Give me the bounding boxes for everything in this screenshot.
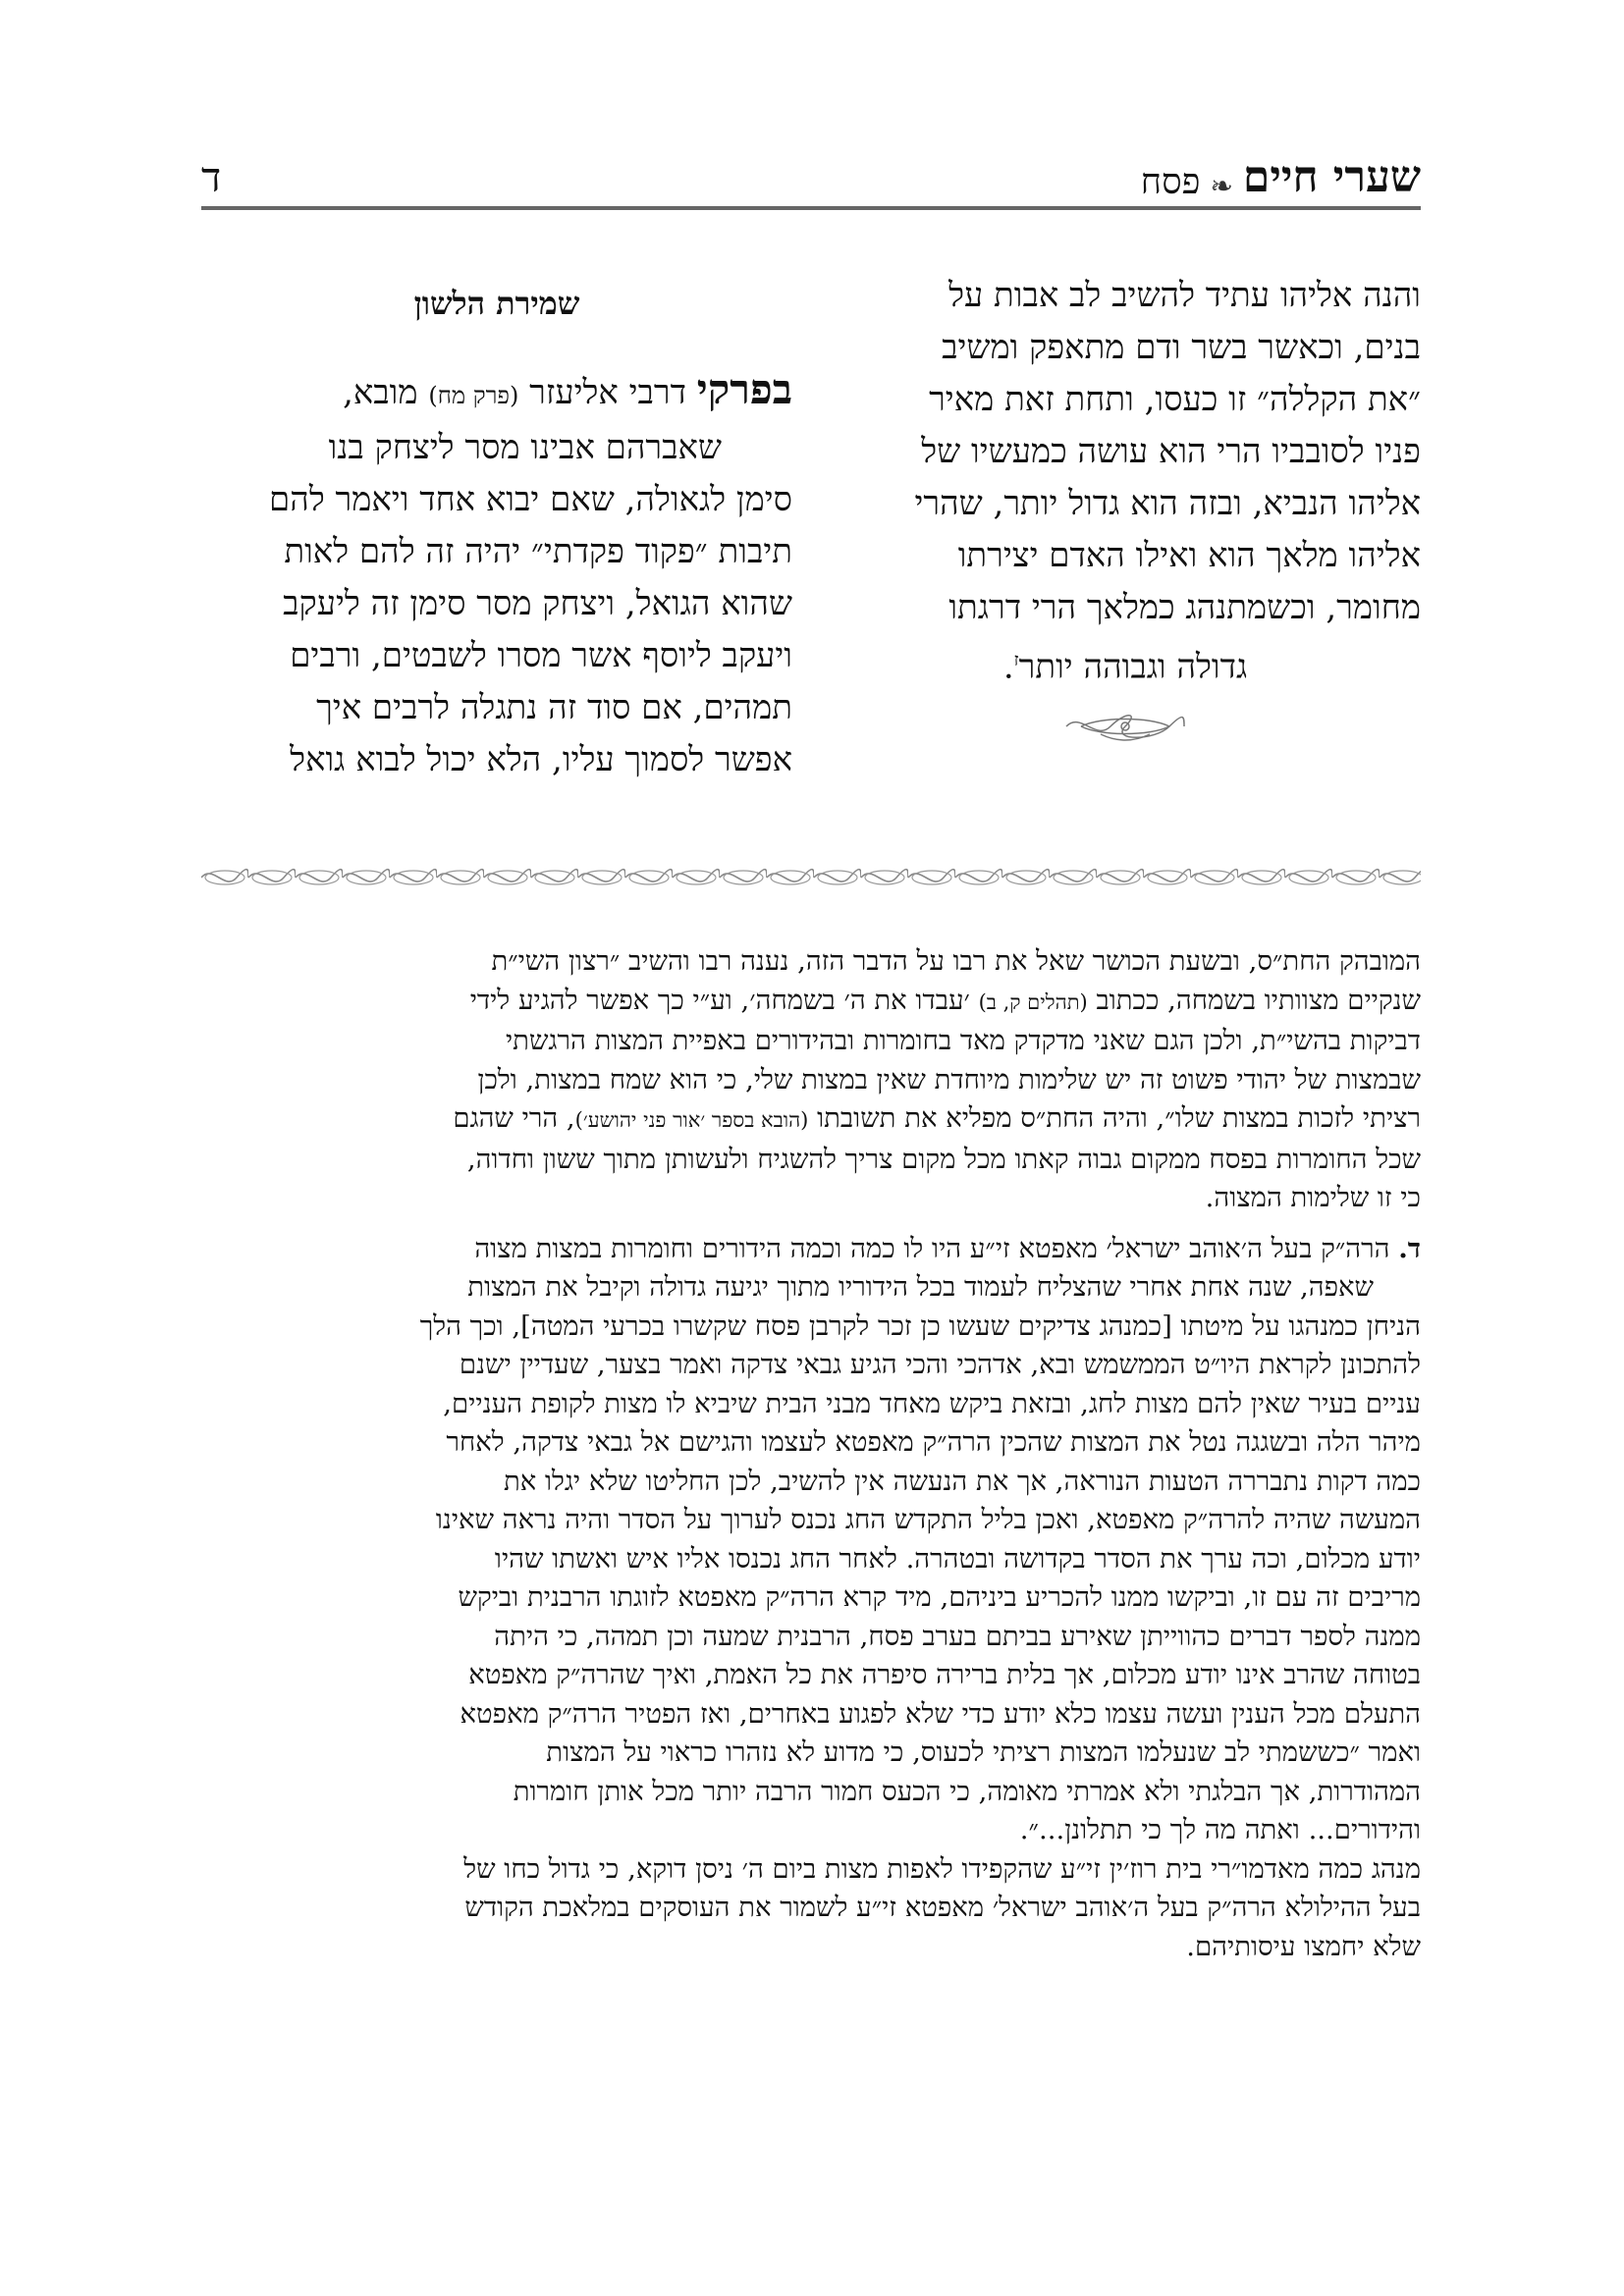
- left-column: [201, 270, 792, 786]
- source-reference: (תהלים ק, ב): [978, 989, 1088, 1014]
- closing-line-text: גדולה וגבוהה יותר: [1018, 647, 1248, 687]
- text-line: ואמר ״כששמתי לב שנעלמו המצות רציתי לכעוס, כי מדוע לא נזהרו כראוי על המצות: [546, 1736, 1421, 1768]
- text-line: אפשר לסמוך עליו, הלא יכול לבוא גואל: [290, 740, 792, 779]
- text-span: מובא,: [343, 373, 418, 412]
- text-line: אליהו מלאך הוא ואילו האדם יצירתו: [957, 536, 1421, 575]
- footnote-mark: ז: [1013, 650, 1019, 670]
- text-span: דרבי אליעזר: [529, 373, 686, 412]
- section-end-ornament-icon: [830, 707, 1421, 746]
- paragraph-marker: ד.: [1398, 1232, 1421, 1264]
- text-line: המובהק החת״ס, ובשעת הכושר שאל את רבו על הדבר הזה, נענה רבו והשיב ״רצון השי״ת: [491, 945, 1421, 977]
- text-line: מנהג כמה מאדמו״רי בית רוז׳ין זי״ע שהקפידו לאפות מצות ביום ה׳ ניסן דוקא, כי גדול כחו של: [463, 1852, 1421, 1885]
- text-line: בנים, וכאשר בשר ודם מתאפק ומשיב: [942, 328, 1421, 367]
- closing-line: גדולה וגבוהה יותר$^ז$.: [1002, 647, 1248, 687]
- source-reference: (הובא בספר ׳אור פני יהושע׳): [574, 1108, 809, 1132]
- text-line: והנה אליהו עתיד להשיב לב אבות על: [948, 276, 1421, 315]
- opening-word: בפרקי: [696, 365, 792, 413]
- text-span: רציתי לזכות במצות שלו״, והיה החת״ס מפליא את תשובתו: [817, 1102, 1421, 1134]
- text-line: ממנה לספר דברים כהווייתן שאירע בביתם בערב פסח, הרבנית שמעה וכן תמהה, כי היתה: [494, 1620, 1421, 1652]
- text-line: כי זו שלימות המצוה.: [1205, 1182, 1421, 1213]
- text-span: שנקיים מצוותיו בשמחה, ככתוב: [1096, 984, 1421, 1016]
- running-title: [1141, 152, 1421, 202]
- text-line: שלא יחמצו עיסותיהם.: [1186, 1930, 1421, 1962]
- text-line: שאברהם אבינו מסר ליצחק בנו: [328, 428, 722, 467]
- text-line: מיהר הלה ובשגגה נטל את המצות שהכין הרה״ק מאפטא לעצמו והגישם אל גבאי צדקה, לאחר: [446, 1426, 1421, 1458]
- text-line: בעל ההילולא הרה״ק בעל ה׳אוהב ישראל׳ מאפטא זי״ע לשמור את העוסקים במלאכת הקודש: [464, 1892, 1421, 1923]
- text-line: המהודרות, אך הבלגתי ולא אמרתי מאומה, כי הכעס חמור הרבה יותר מכל אותן חומרות: [513, 1775, 1421, 1807]
- text-line: והידורים... ואתה מה לך כי תתלונן...״.: [1019, 1814, 1421, 1845]
- text-line: שכל החומרות בפסח ממקום גבוה קאתו מכל מקום צריך להשגיח ולעשותן מתוך ששון וחדוה,: [466, 1143, 1421, 1175]
- text-span: , הרי שהגם: [453, 1102, 575, 1134]
- text-line: בטוחה שהרב אינו יודע מכלום, אך בלית ברירה סיפרה את כל האמת, ואיך שהרה״ק מאפטא: [468, 1659, 1421, 1690]
- text-line: עניים בעיר שאין להם מצות לחג, ובזאת ביקש מאחד מבני הבית שיביא לו מצות לקופת העניים,: [443, 1387, 1421, 1419]
- text-line: כמה דקות נתבררה הטעות הנוראה, אך את הנעשה אין להשיב, לכן החליטו שלא יגלו את: [503, 1465, 1421, 1497]
- text-line: המעשה שהיה להרה״ק מאפטא, ואכן בליל התקדש החג נכנס לערוך על הסדר והיה נראה שאינו: [435, 1504, 1421, 1535]
- text-line: שאפה, שנה אחת אחרי שהצליח לעמוד בכל הידוריו מתוך יגיעה גדולה וקיבל את המצות: [467, 1271, 1374, 1303]
- text-line: מריבים זה עם זו, וביקשו ממנו להכריע ביניהם, מיד קרא הרה״ק מאפטא לזוגתו הרבנית וביקש: [458, 1581, 1421, 1613]
- column-title: שמירת הלשון: [413, 285, 580, 322]
- text-line: תיבות ״פקוד פקדתי״ יהיה זה להם לאות: [284, 532, 792, 571]
- running-header: [201, 149, 1421, 210]
- ornamental-divider-icon: [201, 860, 1421, 895]
- text-line: תמהים, אם סוד זה נתגלה לרבים איך: [316, 688, 792, 727]
- text-line: דביקות בהשי״ת, ולכן הגם שאני מדקדק מאד בחומרות ובהידורים באפיית המצות הרגשתי: [505, 1025, 1421, 1056]
- text-line: ״את הקללה״ זו כעסו, ותחת זאת מאיר: [929, 380, 1421, 419]
- text-line: להתכונן לקראת היו״ט הממשמש ובא, אדהכי והכי הגיע גבאי צדקה ואמר בצער, שעדיין ישנם: [459, 1349, 1421, 1380]
- text-line: התעלם מכל הענין ועשה עצמו כלא יודע כדי שלא לפגוע באחרים, ואז הפטיר הרה״ק מאפטא: [460, 1697, 1421, 1730]
- text-line: סימן לגאולה, שאם יבוא אחד ויאמר להם: [269, 480, 792, 519]
- text-line: [201, 363, 792, 422]
- text-line: הניחן כמנהגו על מיטתו [כמנהג צדיקים שעשו כן זכר לקרבן פסח שקשרו בכרעי המטה], וכך הלך: [419, 1309, 1421, 1342]
- text-line: מחומר, וכשמתנהג כמלאך הרי דרגתו: [948, 588, 1421, 627]
- text-line: ויעקב ליוסף אשר מסרו לשבטים, ורבים: [290, 636, 792, 675]
- text-line: אליהו הנביא, ובזה הוא גדול יותר, שהרי: [914, 484, 1421, 523]
- section-name: פסח: [1140, 162, 1201, 201]
- text-span: הרה״ק בעל ה׳אוהב ישראל׳ מאפטא זי״ע היו לו כמה וכמה הידורים וחומרות במצות מצוה: [474, 1232, 1390, 1264]
- main-text: [201, 942, 1421, 1966]
- right-column: [830, 270, 1421, 746]
- text-line: שבמצות של יהודי פשוט זה יש שלימות מיוחדת שאין במצות שלי, כי הוא שמח במצות, ולכן: [477, 1063, 1421, 1095]
- source-reference: (פרק מח): [428, 382, 519, 409]
- text-span: ׳עבדו את ה׳ בשמחה׳, וע״י כך אפשר להגיע לידי: [469, 984, 970, 1016]
- page-number: ד: [201, 156, 222, 201]
- fleuron-ornament-icon: ❧: [1210, 170, 1233, 202]
- book-title: שערי חיים: [1242, 152, 1421, 202]
- text-line: [201, 1230, 1421, 1269]
- text-line: שהוא הגואל, ויצחק מסר סימן זה ליעקב: [283, 584, 792, 623]
- text-line: יודע מכלום, וכה ערך את הסדר בקדושה ובטהרה. לאחר החג נכנסו אליו איש ואשתו שהיו: [494, 1542, 1421, 1575]
- text-line: [201, 982, 1421, 1023]
- text-line: [201, 1099, 1421, 1141]
- text-line: פניו לסובביו הרי הוא עושה כמעשיו של: [921, 432, 1421, 471]
